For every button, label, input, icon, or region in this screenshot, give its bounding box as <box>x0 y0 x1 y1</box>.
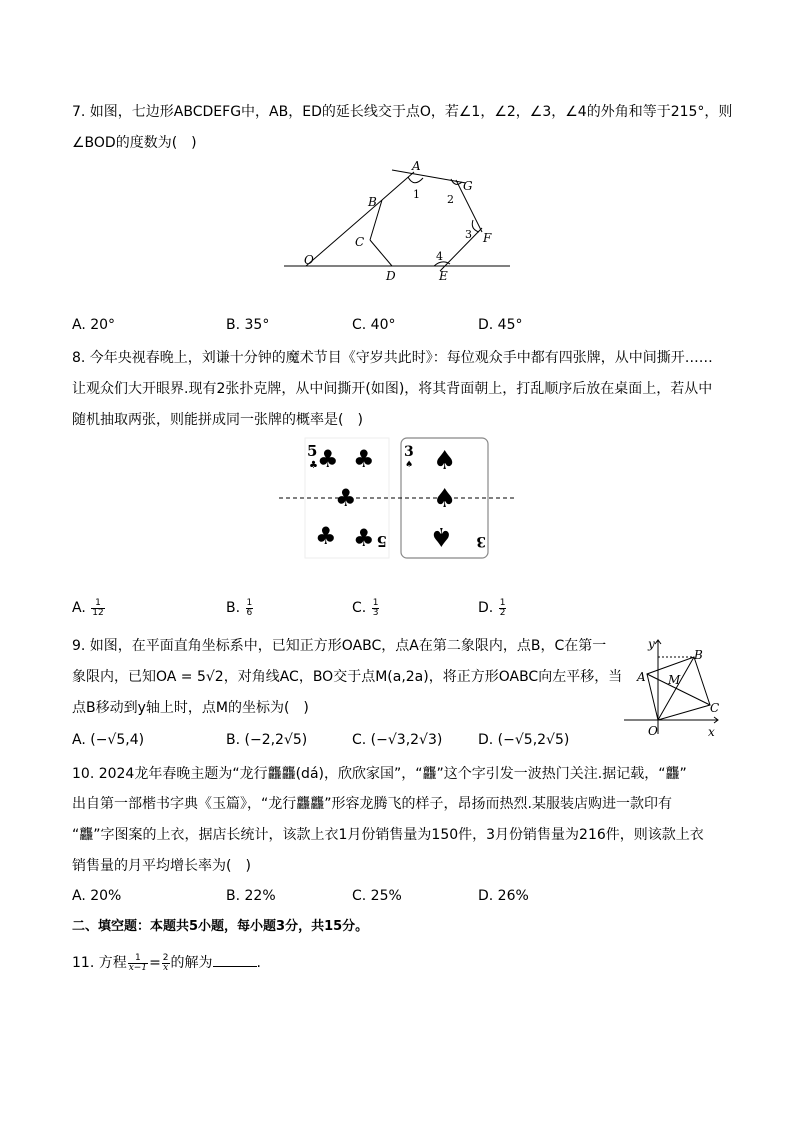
q11-fraction-right <box>162 954 170 973</box>
card2-rank-top: 3 <box>404 444 414 460</box>
q8-option-d-fraction <box>499 599 507 618</box>
card1-rank-bottom: 5 <box>376 532 387 550</box>
q9-stem-line3: 点B移动到y轴上时，点M的坐标为( ) <box>72 700 309 716</box>
denominator: x <box>163 962 169 973</box>
q11-end: . <box>256 955 261 971</box>
numerator: 1 <box>246 597 253 608</box>
spade-icon: ♠ <box>433 484 457 514</box>
q9-label-x: x <box>708 725 715 739</box>
numerator: 1 <box>128 954 148 964</box>
q8-option-a-fraction <box>91 599 104 618</box>
section2-heading: 二、填空题：本题共5小题，每小题3分，共15分。 <box>72 919 369 934</box>
q8-option-c-label: C. <box>352 600 371 616</box>
q8-option-c <box>352 598 380 618</box>
club-icon: ♣ <box>315 522 337 550</box>
q11-suffix: 的解为 <box>170 955 213 971</box>
q10-stem-line4: 销售量的月平均增长率为( ) <box>72 858 251 874</box>
q7-angle-3: 3 <box>465 228 472 241</box>
q7-label-F: F <box>483 231 492 245</box>
card1-corner-club: ♣ <box>309 460 318 471</box>
q7-label-O: O <box>304 253 314 267</box>
q9-option-c: C. (−√3,2√3) <box>352 732 443 748</box>
q7-stem-line1: 7. 如图，七边形ABCDEFG中，AB，ED的延长线交于点O，若∠1，∠2，∠3，∠4的外角和等于215°，则 <box>72 104 733 120</box>
q10-option-c: C. 25% <box>352 888 402 904</box>
card1-rank-top: 5 <box>307 442 318 460</box>
q9-label-M: M <box>668 673 681 687</box>
q8-cards-figure <box>277 434 521 562</box>
q10-option-d: D. 26% <box>478 888 529 904</box>
denominator: 12 <box>92 607 104 618</box>
q7-stem-line2: ∠BOD的度数为( ) <box>72 135 197 151</box>
denominator: 3 <box>372 607 379 618</box>
club-icon: ♣ <box>335 484 357 512</box>
q9-label-y: y <box>648 637 655 651</box>
q7-angle-1: 1 <box>413 188 420 201</box>
q9-option-b: B. (−2,2√5) <box>226 732 308 748</box>
q7-label-G: G <box>463 179 473 193</box>
q9-stem-line1: 9. 如图，在平面直角坐标系中，已知正方形OABC，点A在第二象限内，点B，C在第一 <box>72 638 607 654</box>
numerator: 1 <box>372 597 379 608</box>
q10-option-a: A. 20% <box>72 888 122 904</box>
q8-option-a-label: A. <box>72 600 91 616</box>
q10-stem-line3: “龘”字图案的上衣，据店长统计，该款上衣1月份销售量为150件，3月份销售量为216件，则该款上衣 <box>72 827 704 843</box>
q8-stem-line2: 让观众们大开眼界.现有2张扑克牌，从中间撕开(如图)，将其背面朝上，打乱顺序后放在桌面上，若从中 <box>72 381 713 397</box>
q10-stem-line2: 出自第一部楷书字典《玉篇》，“龙行龘龘”形容龙腾飞的样子，昂扬而热烈.某服装店购进一款印有 <box>72 796 672 812</box>
card2-corner-spade: ♠ <box>405 460 414 470</box>
q11-fraction-left <box>128 954 148 973</box>
q11-prefix: 11. 方程 <box>72 955 127 971</box>
q8-option-b-label: B. <box>226 600 245 616</box>
q8-stem-line3: 随机抽取两张，则能拼成同一张牌的概率是( ) <box>72 412 363 428</box>
card2-rank-bottom: 3 <box>476 533 486 549</box>
spade-icon: ♠ <box>429 521 453 551</box>
q8-option-a <box>72 598 106 618</box>
q7-option-c: C. 40° <box>352 317 396 333</box>
q9-label-B: B <box>694 648 703 662</box>
club-icon: ♣ <box>353 524 375 552</box>
q7-label-C: C <box>355 235 365 249</box>
q11-equals: = <box>149 955 161 971</box>
denominator: 6 <box>246 607 253 618</box>
q7-label-E: E <box>439 269 448 283</box>
q11-answer-blank[interactable] <box>213 952 257 967</box>
q8-option-d <box>478 598 507 618</box>
q9-stem-line2: 象限内，已知OA = 5√2，对角线AC，BO交于点M(a,2a)，将正方形OABC向左平移，当 <box>72 669 623 685</box>
q9-option-d: D. (−√5,2√5) <box>478 732 570 748</box>
q7-angle-2: 2 <box>447 193 454 206</box>
q8-stem-line1: 8. 今年央视春晚上，刘谦十分钟的魔术节目《守岁共此时》：每位观众手中都有四张牌，从中间撕开…… <box>72 350 713 366</box>
spade-icon: ♠ <box>433 446 457 476</box>
q10-option-b: B. 22% <box>226 888 276 904</box>
numerator: 2 <box>162 952 169 963</box>
q7-option-a: A. 20° <box>72 317 116 333</box>
q9-option-a: A. (−√5,4) <box>72 732 145 748</box>
numerator: 1 <box>499 597 506 608</box>
q8-option-c-fraction <box>372 599 380 618</box>
numerator: 1 <box>91 599 104 609</box>
q9-label-A: A <box>637 670 646 684</box>
club-icon: ♣ <box>353 445 375 473</box>
club-icon: ♣ <box>317 445 339 473</box>
q8-option-b-fraction <box>246 599 254 618</box>
denominator: x−1 <box>128 962 148 973</box>
q10-stem-line1: 10. 2024龙年春晚主题为“龙行龘龘(dá)，欣欣家国”，“龘”这个字引发一波热门关注.据记载，“龘” <box>72 766 687 782</box>
q7-option-b: B. 35° <box>226 317 270 333</box>
q7-label-B: B <box>368 195 377 209</box>
q7-angle-4: 4 <box>436 250 443 263</box>
q9-label-O: O <box>648 724 658 738</box>
q9-coordinate-figure <box>622 634 726 740</box>
q7-heptagon-figure <box>280 158 520 286</box>
q7-option-d: D. 45° <box>478 317 523 333</box>
q8-option-d-label: D. <box>478 600 498 616</box>
q9-label-C: C <box>710 701 720 715</box>
denominator: 2 <box>499 607 506 618</box>
q11-stem <box>72 952 261 973</box>
q7-label-D: D <box>386 269 396 283</box>
q7-label-A: A <box>412 159 421 173</box>
q8-option-b <box>226 598 254 618</box>
